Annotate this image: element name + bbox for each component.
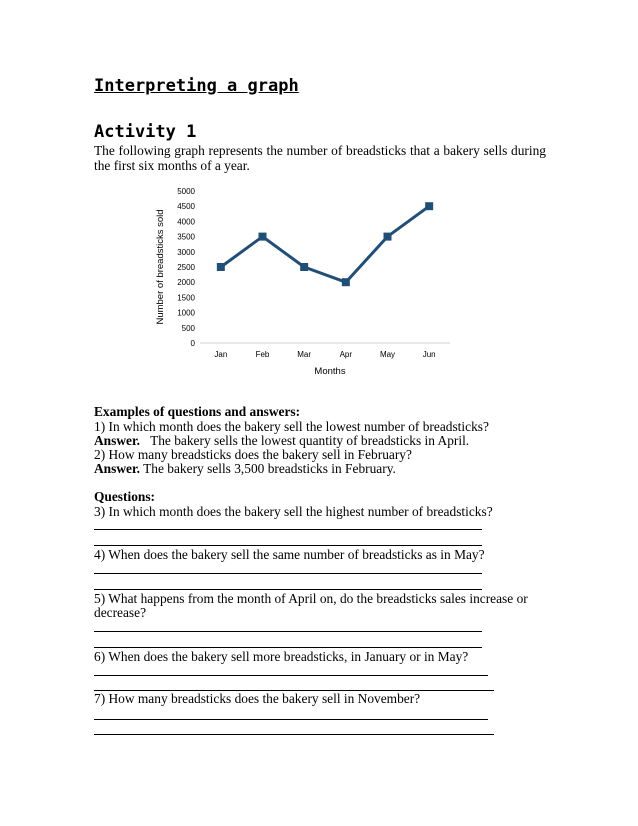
question-5-line-2: decrease?	[94, 605, 147, 620]
breadsticks-line-chart	[150, 185, 450, 385]
data-point-mar	[300, 263, 308, 271]
question-6: 6) When does the bakery sell more breadsticks, in January or in May?	[94, 649, 469, 664]
data-point-jun	[425, 202, 433, 210]
answer-line[interactable]	[94, 719, 488, 720]
question-4: 4) When does the bakery sell the same number of breadsticks as in May?	[94, 547, 485, 562]
data-point-feb	[259, 233, 267, 241]
x-tick-label: Jun	[422, 350, 436, 359]
questions-heading: Questions:	[94, 489, 156, 504]
answer-line[interactable]	[94, 573, 482, 574]
y-tick-label: 4000	[177, 217, 195, 227]
x-axis-label: Months	[314, 366, 346, 377]
answer-line[interactable]	[94, 589, 482, 590]
example-answer-1: Answer. The bakery sells the lowest quantity of breadsticks in April.	[94, 433, 470, 448]
y-axis-ticks	[177, 187, 195, 348]
example-question-1: 1) In which month does the bakery sell the lowest number of breadsticks?	[94, 419, 489, 434]
question-3: 3) In which month does the bakery sell the highest number of breadsticks?	[94, 504, 493, 519]
y-tick-label: 2000	[177, 278, 195, 288]
series-line	[221, 206, 429, 282]
y-tick-label: 3000	[177, 247, 195, 257]
y-tick-label: 3500	[177, 232, 195, 242]
x-tick-label: Jan	[214, 350, 228, 359]
y-tick-label: 5000	[177, 187, 195, 196]
y-axis-label: Number of breadsticks sold	[155, 209, 166, 325]
answer-line[interactable]	[94, 647, 482, 648]
y-tick-label: 4500	[177, 202, 195, 212]
x-tick-label: Feb	[255, 350, 270, 359]
x-axis-ticks	[214, 350, 435, 359]
intro-paragraph: The following graph represents the number of breadsticks that a bakery sells during the first six months of a year.	[94, 143, 546, 173]
x-tick-label: Mar	[297, 350, 312, 359]
y-tick-label: 1000	[177, 308, 195, 318]
answer-line[interactable]	[94, 631, 482, 632]
x-tick-label: May	[379, 350, 396, 359]
question-7: 7) How many breadsticks does the bakery sell in November?	[94, 691, 421, 706]
y-tick-label: 1500	[177, 293, 195, 303]
answer-line[interactable]	[94, 545, 482, 546]
answer-line[interactable]	[94, 734, 494, 735]
x-tick-label: Apr	[339, 350, 353, 359]
page-title: Interpreting a graph	[94, 76, 299, 96]
answer-line[interactable]	[94, 529, 482, 530]
data-point-may	[384, 233, 392, 241]
data-point-jan	[217, 263, 225, 271]
question-5-line-1: 5) What happens from the month of April on, do the breadsticks sales increase or	[94, 591, 528, 606]
activity-heading: Activity 1	[94, 122, 197, 142]
y-tick-label: 500	[181, 323, 195, 333]
examples-heading: Examples of questions and answers:	[94, 404, 301, 419]
data-point-apr	[342, 278, 350, 286]
y-tick-label: 0	[190, 339, 195, 348]
example-answer-2: Answer. The bakery sells 3,500 breadsticks in February.	[94, 461, 396, 476]
answer-line[interactable]	[94, 675, 488, 676]
example-question-2: 2) How many breadsticks does the bakery sell in February?	[94, 447, 412, 462]
y-tick-label: 2500	[177, 263, 195, 272]
